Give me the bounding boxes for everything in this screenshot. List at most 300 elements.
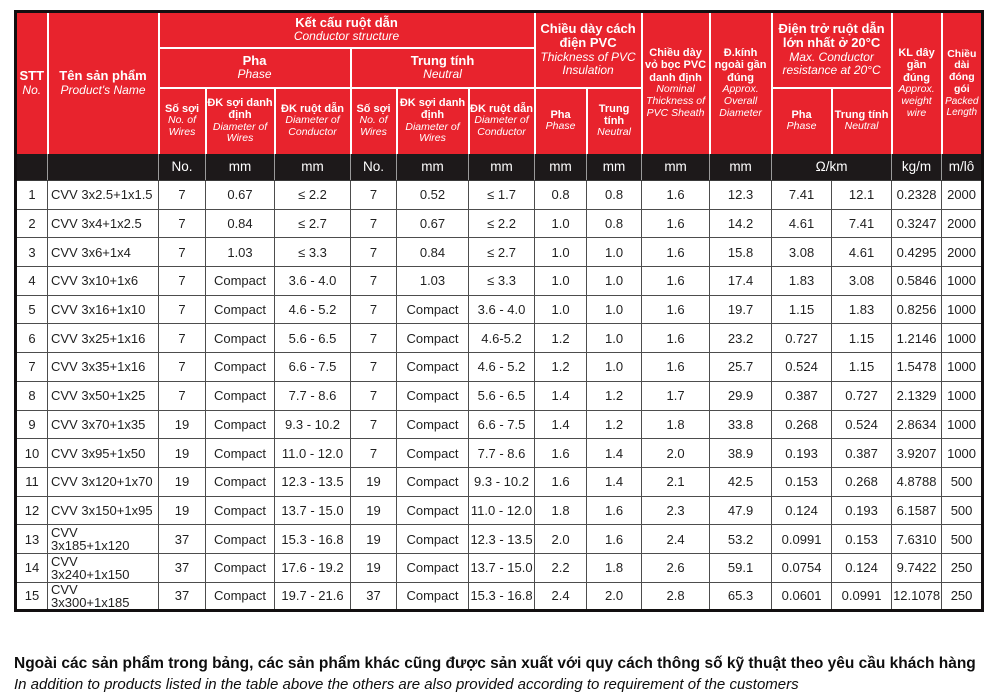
- table-cell: 1.6: [535, 439, 587, 468]
- table-cell: 500: [942, 525, 983, 554]
- header-length-en: Packed Length: [945, 95, 979, 118]
- table-cell: 9.7422: [892, 553, 942, 582]
- table-cell: 7: [159, 267, 206, 296]
- table-cell: 25.7: [710, 353, 772, 382]
- header-res-neutral-en: Neutral: [844, 120, 879, 133]
- table-cell: ≤ 2.7: [275, 209, 351, 238]
- table-cell: 7: [351, 181, 397, 210]
- table-cell: 0.124: [832, 553, 892, 582]
- table-cell: 1.0: [587, 324, 642, 353]
- table-cell: 19: [159, 496, 206, 525]
- table-cell: 12.3: [710, 181, 772, 210]
- table-cell: 1000: [942, 439, 983, 468]
- table-cell: Compact: [397, 467, 469, 496]
- table-cell: 0.268: [832, 467, 892, 496]
- header-neutral-wire-diameter: [397, 88, 469, 154]
- table-cell: 1000: [942, 295, 983, 324]
- table-cell: 4.6 - 5.2: [275, 295, 351, 324]
- table-cell: 1.6: [587, 496, 642, 525]
- table-row: [16, 267, 983, 296]
- header-neutral-wire-dia-en: Diameter of Wires: [405, 120, 460, 145]
- table-cell: 1.2146: [892, 324, 942, 353]
- table-cell: 3.9207: [892, 439, 942, 468]
- header-stt-vi: STT: [19, 68, 45, 84]
- table-cell: 1.83: [772, 267, 832, 296]
- table-cell: 12.3 - 13.5: [275, 467, 351, 496]
- table-row: [16, 439, 983, 468]
- table-cell: 0.524: [772, 353, 832, 382]
- table-cell: Compact: [397, 410, 469, 439]
- header-weight-en: Approx. weight wire: [898, 83, 935, 119]
- table-cell: 2.6: [642, 553, 710, 582]
- table-cell: 6.6 - 7.5: [469, 410, 535, 439]
- table-cell: Compact: [206, 525, 275, 554]
- header-conductor-en: Conductor structure: [293, 29, 400, 44]
- table-cell: 1.15: [772, 295, 832, 324]
- header-product-en: Product's Name: [60, 82, 146, 97]
- stt-cell: 6: [16, 324, 48, 353]
- header-ins-phase-vi: Pha: [550, 108, 571, 121]
- table-cell: ≤ 2.7: [469, 238, 535, 267]
- header-stt-en: No.: [22, 82, 42, 97]
- header-neutral-en: Neutral: [423, 67, 462, 82]
- table-cell: 19: [351, 467, 397, 496]
- table-cell: 0.0754: [772, 553, 832, 582]
- table-cell: 1000: [942, 324, 983, 353]
- table-cell: 1.03: [206, 238, 275, 267]
- table-row: [16, 181, 983, 210]
- table-cell: 0.193: [832, 496, 892, 525]
- table-cell: 1.03: [397, 267, 469, 296]
- table-cell: 1.6: [642, 181, 710, 210]
- table-cell: 7.41: [832, 209, 892, 238]
- table-cell: 1.6: [642, 295, 710, 324]
- table-cell: 17.6 - 19.2: [275, 553, 351, 582]
- unit-cell-blank: [16, 154, 48, 181]
- table-cell: 19: [351, 553, 397, 582]
- table-cell: 0.8: [535, 181, 587, 210]
- table-cell: 0.5846: [892, 267, 942, 296]
- header-neutral-wires-vi: Số sợi: [356, 103, 391, 116]
- table-cell: 2.8: [642, 582, 710, 611]
- unit-cell-blank: [48, 154, 159, 181]
- header-packed-length: [942, 12, 983, 154]
- table-cell: 2.0: [535, 525, 587, 554]
- stt-cell: 9: [16, 410, 48, 439]
- table-cell: 0.8: [587, 181, 642, 210]
- table-cell: Compact: [206, 582, 275, 611]
- table-cell: 5.6 - 6.5: [469, 381, 535, 410]
- stt-cell: 8: [16, 381, 48, 410]
- header-conductor-structure: [159, 12, 535, 48]
- table-cell: 37: [159, 525, 206, 554]
- table-cell: 2.8634: [892, 410, 942, 439]
- header-insulation-en: Thickness of PVC Insulation: [540, 49, 636, 78]
- table-cell: 2000: [942, 181, 983, 210]
- table-cell: 19: [351, 525, 397, 554]
- header-ins-neutral-en: Neutral: [597, 126, 631, 139]
- table-cell: 1.0: [587, 353, 642, 382]
- product-name-cell: CVV 3x120+1x70: [48, 467, 159, 496]
- table-cell: 65.3: [710, 582, 772, 611]
- table-cell: Compact: [206, 439, 275, 468]
- table-cell: 17.4: [710, 267, 772, 296]
- table-cell: 7.7 - 8.6: [275, 381, 351, 410]
- stt-cell: 14: [16, 553, 48, 582]
- table-cell: Compact: [206, 353, 275, 382]
- table-cell: Compact: [206, 410, 275, 439]
- header-phase-cond-dia-vi: ĐK ruột dẫn: [281, 103, 344, 116]
- table-cell: 15.3 - 16.8: [275, 525, 351, 554]
- table-cell: 2.0: [587, 582, 642, 611]
- table-cell: 3.08: [772, 238, 832, 267]
- table-cell: 7.41: [772, 181, 832, 210]
- table-cell: 1.6: [535, 467, 587, 496]
- table-cell: Compact: [397, 324, 469, 353]
- table-cell: 2.2: [535, 553, 587, 582]
- header-phase-wire-diameter: [206, 88, 275, 154]
- table-cell: 2.4: [535, 582, 587, 611]
- table-cell: 0.2328: [892, 181, 942, 210]
- header-product-vi: Tên sản phẩm: [59, 68, 147, 84]
- table-cell: 2.3: [642, 496, 710, 525]
- table-cell: Compact: [206, 467, 275, 496]
- table-cell: 1000: [942, 353, 983, 382]
- table-cell: 1.83: [832, 295, 892, 324]
- header-neutral-cond-dia-en: Diameter of Conductor: [474, 114, 529, 139]
- table-cell: 7: [159, 381, 206, 410]
- table-cell: 1.4: [587, 439, 642, 468]
- table-cell: 7: [159, 353, 206, 382]
- header-phase-vi: Pha: [242, 52, 267, 68]
- table-cell: 0.8256: [892, 295, 942, 324]
- header-conductor-vi: Kết cấu ruột dẫn: [295, 14, 398, 30]
- table-cell: 37: [159, 582, 206, 611]
- table-cell: Compact: [397, 553, 469, 582]
- table-cell: 0.387: [832, 439, 892, 468]
- stt-cell: 4: [16, 267, 48, 296]
- table-cell: 29.9: [710, 381, 772, 410]
- table-cell: 1.0: [587, 238, 642, 267]
- table-cell: 9.3 - 10.2: [275, 410, 351, 439]
- table-cell: 0.0991: [832, 582, 892, 611]
- table-cell: Compact: [397, 353, 469, 382]
- unit-cell: kg/m: [892, 154, 942, 181]
- unit-cell: mm: [587, 154, 642, 181]
- stt-cell: 11: [16, 467, 48, 496]
- table-cell: 250: [942, 582, 983, 611]
- table-row: [16, 496, 983, 525]
- table-cell: 0.0991: [772, 525, 832, 554]
- unit-cell: mm: [710, 154, 772, 181]
- header-overall-en: Approx. Overall Diameter: [719, 83, 762, 119]
- table-cell: 2000: [942, 209, 983, 238]
- table-cell: 500: [942, 496, 983, 525]
- table-cell: 15.8: [710, 238, 772, 267]
- table-cell: 0.153: [832, 525, 892, 554]
- table-cell: 19: [351, 496, 397, 525]
- table-row: [16, 553, 983, 582]
- product-name-cell: CVV 3x4+1x2.5: [48, 209, 159, 238]
- table-cell: 7: [351, 439, 397, 468]
- table-cell: 0.52: [397, 181, 469, 210]
- unit-cell: No.: [351, 154, 397, 181]
- unit-cell: mm: [206, 154, 275, 181]
- table-cell: 1.0: [535, 267, 587, 296]
- header-neutral-group: [351, 48, 535, 88]
- table-cell: 1.6: [642, 209, 710, 238]
- table-cell: 7: [351, 209, 397, 238]
- header-phase-conductor-diameter: [275, 88, 351, 154]
- product-name-cell: CVV 3x150+1x95: [48, 496, 159, 525]
- table-cell: 7: [351, 324, 397, 353]
- unit-cell: mm: [642, 154, 710, 181]
- table-cell: 1.0: [587, 295, 642, 324]
- header-ins-neutral-vi: Trung tính: [598, 102, 630, 128]
- header-phase-wires-vi: Số sợi: [164, 103, 200, 116]
- unit-cell: m/lô: [942, 154, 983, 181]
- unit-cell-ohm-km: Ω/km: [772, 154, 892, 181]
- table-cell: 7: [351, 295, 397, 324]
- product-name-cell: CVV 3x95+1x50: [48, 439, 159, 468]
- table-cell: 1.15: [832, 324, 892, 353]
- product-name-cell: CVV 3x70+1x35: [48, 410, 159, 439]
- table-cell: 7: [159, 295, 206, 324]
- table-cell: 3.6 - 4.0: [469, 295, 535, 324]
- table-cell: 2.1329: [892, 381, 942, 410]
- header-neutral-wires: [351, 88, 397, 154]
- table-cell: 12.1078: [892, 582, 942, 611]
- table-cell: 1.2: [535, 324, 587, 353]
- stt-cell: 3: [16, 238, 48, 267]
- table-cell: 1.2: [587, 381, 642, 410]
- table-cell: 1.0: [535, 295, 587, 324]
- table-cell: Compact: [397, 381, 469, 410]
- table-cell: 1.4: [535, 381, 587, 410]
- stt-cell: 2: [16, 209, 48, 238]
- product-name-cell: CVV 3x2.5+1x1.5: [48, 181, 159, 210]
- table-row: [16, 381, 983, 410]
- product-name-cell: CVV 3x300+1x185: [48, 582, 159, 611]
- table-cell: Compact: [397, 295, 469, 324]
- stt-cell: 10: [16, 439, 48, 468]
- table-cell: 4.8788: [892, 467, 942, 496]
- table-cell: 11.0 - 12.0: [275, 439, 351, 468]
- table-row: [16, 238, 983, 267]
- footer-note-vietnamese: Ngoài các sản phẩm trong bảng, các sản phẩm khác cũng được sản xuất với quy cách thông số kỹ thuật theo yêu cầu khách hàng: [14, 655, 976, 672]
- table-cell: 59.1: [710, 553, 772, 582]
- table-cell: 1.0: [535, 238, 587, 267]
- header-approx-weight: [892, 12, 942, 154]
- table-cell: 500: [942, 467, 983, 496]
- table-cell: 13.7 - 15.0: [469, 553, 535, 582]
- header-phase-wires-en: No. of Wires: [167, 114, 196, 139]
- table-cell: 6.1587: [892, 496, 942, 525]
- header-phase-group: [159, 48, 351, 88]
- table-cell: 0.67: [397, 209, 469, 238]
- header-sheath-en: Nominal Thickness of PVC Sheath: [646, 83, 706, 119]
- table-row: [16, 295, 983, 324]
- table-cell: 7: [159, 238, 206, 267]
- stt-cell: 5: [16, 295, 48, 324]
- table-cell: 1.8: [587, 553, 642, 582]
- table-cell: Compact: [206, 295, 275, 324]
- table-cell: 1.8: [535, 496, 587, 525]
- table-cell: 0.84: [206, 209, 275, 238]
- table-cell: 7: [159, 324, 206, 353]
- header-neutral-conductor-diameter: [469, 88, 535, 154]
- table-cell: 1.6: [642, 353, 710, 382]
- table-cell: 13.7 - 15.0: [275, 496, 351, 525]
- header-insulation-vi: Chiều dày cách điện PVC: [540, 20, 636, 51]
- table-cell: 250: [942, 553, 983, 582]
- table-cell: 0.727: [772, 324, 832, 353]
- table-cell: Compact: [397, 582, 469, 611]
- header-neutral-cond-dia-vi: ĐK ruột dẫn: [470, 103, 533, 116]
- table-cell: 7: [351, 410, 397, 439]
- table-cell: 1000: [942, 381, 983, 410]
- product-name-cell: CVV 3x35+1x16: [48, 353, 159, 382]
- header-phase-wires: [159, 88, 206, 154]
- table-cell: 42.5: [710, 467, 772, 496]
- table-cell: 19: [159, 467, 206, 496]
- table-cell: 7: [159, 209, 206, 238]
- product-name-cell: CVV 3x185+1x120: [48, 525, 159, 554]
- header-res-phase-vi: Pha: [791, 108, 812, 121]
- table-cell: 1.7: [642, 381, 710, 410]
- table-cell: 1.4: [587, 467, 642, 496]
- table-cell: 0.727: [832, 381, 892, 410]
- product-name-cell: CVV 3x240+1x150: [48, 553, 159, 582]
- table-cell: 3.6 - 4.0: [275, 267, 351, 296]
- header-length-vi: Chiều dài đóng gói: [947, 47, 977, 95]
- stt-cell: 1: [16, 181, 48, 210]
- stt-cell: 12: [16, 496, 48, 525]
- table-cell: 1.15: [832, 353, 892, 382]
- table-cell: 0.268: [772, 410, 832, 439]
- header-resistance-en: Max. Conductor resistance at 20°C: [782, 49, 881, 78]
- header-stt: [16, 12, 48, 154]
- product-name-cell: CVV 3x25+1x16: [48, 324, 159, 353]
- table-cell: 4.61: [832, 238, 892, 267]
- table-cell: ≤ 3.3: [469, 267, 535, 296]
- table-cell: 12.3 - 13.5: [469, 525, 535, 554]
- table-header: [16, 12, 983, 181]
- table-cell: 0.0601: [772, 582, 832, 611]
- table-cell: ≤ 1.7: [469, 181, 535, 210]
- table-cell: 37: [159, 553, 206, 582]
- table-cell: 38.9: [710, 439, 772, 468]
- table-cell: 4.6 - 5.2: [469, 353, 535, 382]
- header-phase-wire-dia-vi: ĐK sợi danh định: [207, 96, 273, 122]
- unit-cell: mm: [275, 154, 351, 181]
- table-cell: 0.3247: [892, 209, 942, 238]
- table-row: [16, 209, 983, 238]
- table-cell: 33.8: [710, 410, 772, 439]
- table-cell: 2.0: [642, 439, 710, 468]
- table-cell: Compact: [206, 496, 275, 525]
- product-name-cell: CVV 3x16+1x10: [48, 295, 159, 324]
- unit-cell: No.: [159, 154, 206, 181]
- table-cell: 2.1: [642, 467, 710, 496]
- header-insulation-thickness: [535, 12, 642, 88]
- table-cell: 19.7 - 21.6: [275, 582, 351, 611]
- table-cell: 23.2: [710, 324, 772, 353]
- table-cell: 0.524: [832, 410, 892, 439]
- table-cell: 1.4: [535, 410, 587, 439]
- table-cell: Compact: [206, 553, 275, 582]
- table-cell: 0.8: [587, 209, 642, 238]
- header-neutral-vi: Trung tính: [410, 52, 475, 68]
- table-body: [16, 181, 983, 611]
- table-cell: 14.2: [710, 209, 772, 238]
- table-cell: 0.153: [772, 467, 832, 496]
- table-cell: 7: [351, 238, 397, 267]
- table-cell: 1.2: [535, 353, 587, 382]
- table-cell: 3.08: [832, 267, 892, 296]
- header-phase-wire-dia-en: Diameter of Wires: [212, 120, 268, 145]
- table-cell: 6.6 - 7.5: [275, 353, 351, 382]
- header-neutral-wires-en: No. of Wires: [359, 114, 388, 139]
- header-weight-vi: KL dây gần đúng: [898, 47, 935, 84]
- table-cell: 0.4295: [892, 238, 942, 267]
- table-cell: 1.6: [642, 267, 710, 296]
- table-cell: 0.387: [772, 381, 832, 410]
- table-row: [16, 525, 983, 554]
- table-row: [16, 324, 983, 353]
- table-cell: Compact: [206, 267, 275, 296]
- table-cell: 7: [351, 381, 397, 410]
- table-cell: Compact: [397, 525, 469, 554]
- header-res-neutral-vi: Trung tính: [834, 108, 889, 121]
- table-cell: 1.0: [587, 267, 642, 296]
- footer-note-english: In addition to products listed in the table above the others are also provided according to requirement of the customers: [14, 676, 799, 693]
- header-phase-cond-dia-en: Diameter of Conductor: [285, 114, 340, 139]
- table-cell: Compact: [397, 496, 469, 525]
- product-name-cell: CVV 3x10+1x6: [48, 267, 159, 296]
- table-cell: 1.8: [642, 410, 710, 439]
- table-cell: 0.124: [772, 496, 832, 525]
- header-product-name: [48, 12, 159, 154]
- table-cell: 19.7: [710, 295, 772, 324]
- table-cell: 4.61: [772, 209, 832, 238]
- header-sheath-thickness: [642, 12, 710, 154]
- header-resistance-vi: Điện trở ruột dẫn lớn nhất ở 20°C: [778, 20, 885, 51]
- table-cell: 9.3 - 10.2: [469, 467, 535, 496]
- header-overall-diameter: [710, 12, 772, 154]
- table-cell: 0.67: [206, 181, 275, 210]
- table-cell: Compact: [206, 324, 275, 353]
- header-max-resistance: [772, 12, 892, 88]
- table-cell: 1000: [942, 410, 983, 439]
- table-row: [16, 353, 983, 382]
- table-cell: 53.2: [710, 525, 772, 554]
- stt-cell: 7: [16, 353, 48, 382]
- table-cell: 19: [159, 410, 206, 439]
- header-phase-en: Phase: [237, 67, 272, 82]
- table-cell: 1.0: [535, 209, 587, 238]
- unit-cell: mm: [535, 154, 587, 181]
- header-insulation-phase: [535, 88, 587, 154]
- table-cell: 15.3 - 16.8: [469, 582, 535, 611]
- table-cell: 5.6 - 6.5: [275, 324, 351, 353]
- unit-cell: mm: [397, 154, 469, 181]
- table-cell: Compact: [397, 439, 469, 468]
- table-cell: Compact: [206, 381, 275, 410]
- units-row: [16, 154, 983, 181]
- table-cell: 7.6310: [892, 525, 942, 554]
- header-insulation-neutral: [587, 88, 642, 154]
